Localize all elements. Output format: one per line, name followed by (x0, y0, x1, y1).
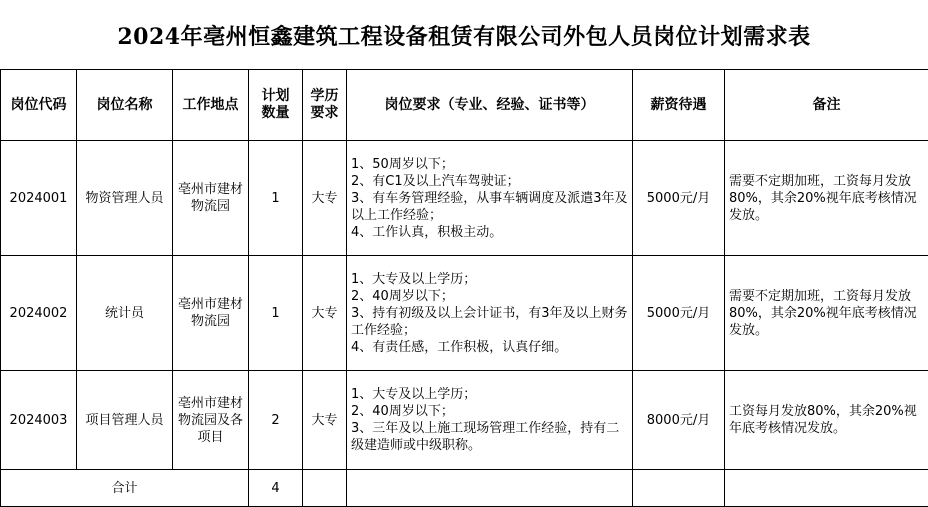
cell-name: 项目管理人员 (77, 371, 173, 470)
requirement-line: 3、持有初级及以上会计证书，有3年及以上财务工作经验； (351, 305, 630, 339)
header-education-line2: 要求 (303, 105, 346, 122)
cell-salary: 5000元/月 (633, 141, 725, 256)
cell-education: 大专 (303, 141, 347, 256)
requirement-line: 4、工作认真，积极主动。 (351, 224, 630, 241)
requirement-line: 1、大专及以上学历； (351, 386, 630, 403)
cell-remarks: 需要不定期加班，工资每月发放80%，其余20%视年底考核情况发放。 (725, 141, 928, 256)
table-row (1, 141, 928, 256)
cell-code: 2024003 (1, 371, 77, 470)
cell-code: 2024002 (1, 256, 77, 371)
empty-cell (303, 470, 347, 507)
cell-location: 亳州市建材物流园及各项目 (173, 371, 249, 470)
header-count-line1: 计划 (249, 88, 302, 105)
cell-location: 亳州市建材物流园 (173, 141, 249, 256)
cell-count: 2 (249, 371, 303, 470)
header-education-line1: 学历 (303, 88, 346, 105)
cell-requirements (347, 141, 633, 256)
cell-name: 统计员 (77, 256, 173, 371)
header-count-line2: 数量 (249, 105, 302, 122)
cell-code: 2024001 (1, 141, 77, 256)
table-row (1, 371, 928, 470)
empty-cell (347, 470, 633, 507)
requirement-line: 2、40周岁以下； (351, 403, 630, 420)
empty-cell (633, 470, 725, 507)
header-requirements: 岗位要求（专业、经验、证书等） (347, 70, 633, 141)
requirement-line: 3、三年及以上施工现场管理工作经验，持有二级建造师或中级职称。 (351, 420, 630, 454)
requirement-line: 1、大专及以上学历； (351, 271, 630, 288)
header-count (249, 70, 303, 141)
table-row (1, 256, 928, 371)
cell-location: 亳州市建材物流园 (173, 256, 249, 371)
header-remarks: 备注 (725, 70, 928, 141)
cell-count: 1 (249, 256, 303, 371)
total-label: 合计 (1, 470, 249, 507)
header-name: 岗位名称 (77, 70, 173, 141)
header-location: 工作地点 (173, 70, 249, 141)
cell-count: 1 (249, 141, 303, 256)
job-plan-table (0, 69, 928, 507)
cell-salary: 5000元/月 (633, 256, 725, 371)
cell-name: 物资管理人员 (77, 141, 173, 256)
total-row (1, 470, 928, 507)
requirement-line: 4、有责任感，工作积极，认真仔细。 (351, 339, 630, 356)
cell-requirements (347, 256, 633, 371)
cell-education: 大专 (303, 256, 347, 371)
cell-remarks: 工资每月发放80%，其余20%视年底考核情况发放。 (725, 371, 928, 470)
empty-cell (725, 470, 928, 507)
page-title: 2024年亳州恒鑫建筑工程设备租赁有限公司外包人员岗位计划需求表 (0, 0, 928, 70)
header-education (303, 70, 347, 141)
cell-remarks: 需要不定期加班，工资每月发放80%，其余20%视年底考核情况发放。 (725, 256, 928, 371)
header-row (1, 70, 928, 141)
cell-requirements (347, 371, 633, 470)
header-salary: 薪资待遇 (633, 70, 725, 141)
requirement-line: 2、有C1及以上汽车驾驶证； (351, 173, 630, 190)
requirement-line: 1、50周岁以下； (351, 156, 630, 173)
cell-salary: 8000元/月 (633, 371, 725, 470)
total-count: 4 (249, 470, 303, 507)
cell-education: 大专 (303, 371, 347, 470)
header-code: 岗位代码 (1, 70, 77, 141)
requirement-line: 3、有车务管理经验，从事车辆调度及派遣3年及以上工作经验； (351, 190, 630, 224)
requirement-line: 2、40周岁以下； (351, 288, 630, 305)
